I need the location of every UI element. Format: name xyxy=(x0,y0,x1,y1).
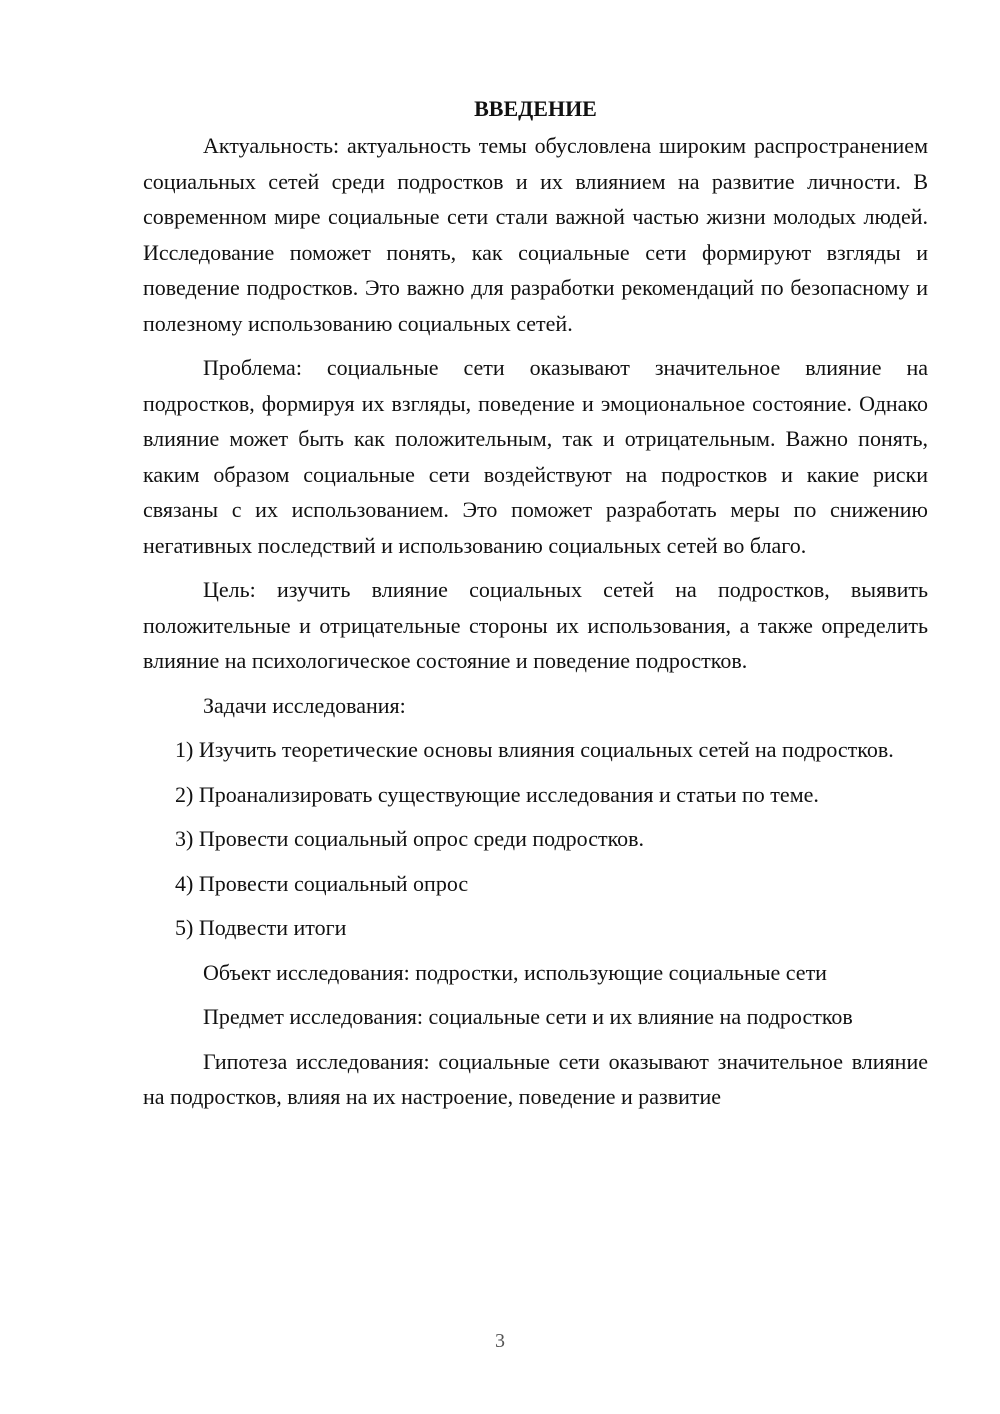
page-number: 3 xyxy=(495,1330,505,1352)
paragraph-relevance: Актуальность: актуальность темы обусловлена широким распространением социальных сетей среди подростков и их влиянием на развитие личности. В современном мире социальные сети стали важной частью жизни молодых людей. Исследование поможет понять, как социальные сети формируют взгляды и поведение подростков. Это важно для разработки рекомендаций по безопасному и полезному использованию социальных сетей. xyxy=(143,133,928,336)
paragraph-subject: Предмет исследования: социальные сети и их влияние на подростков xyxy=(203,1004,853,1029)
task-item-2: 2) Проанализировать существующие исследования и статьи по теме. xyxy=(175,781,819,807)
task-item-4: 4) Провести социальный опрос xyxy=(175,870,469,896)
paragraph-tasks-heading: Задачи исследования: xyxy=(203,692,406,718)
task-item-1: 1) Изучить теоретические основы влияния социальных сетей на подростков. xyxy=(175,737,894,762)
paragraph-goal: Цель: изучить влияние социальных сетей на подростков, выявить положительные и отрицательные стороны их использования, а также определить влияние на психологическое состояние и поведение подростков. xyxy=(143,577,928,673)
paragraph-hypothesis: Гипотеза исследования: социальные сети оказывают значительное влияние на подростков, влияя на их настроение, поведение и развитие xyxy=(143,1048,928,1109)
task-item-3: 3) Провести социальный опрос среди подростков. xyxy=(175,826,645,851)
page-title: ВВЕДЕНИЕ xyxy=(474,96,597,121)
document-page xyxy=(143,92,928,1124)
paragraph-object: Объект исследования: подростки, использующие социальные сети xyxy=(203,959,827,985)
task-item-5: 5) Подвести итоги xyxy=(175,915,347,940)
paragraph-problem: Проблема: социальные сети оказывают значительное влияние на подростков, формируя их взгляды, поведение и эмоциональное состояние. Однако влияние может быть как положительным, так и отрицательным. Важно понять, каким образом социальные сети воздействуют на подростков и какие риски связаны с их использованием. Это поможет разработать меры по снижению негативных последствий и использованию социальных сетей во благо. xyxy=(143,355,928,558)
